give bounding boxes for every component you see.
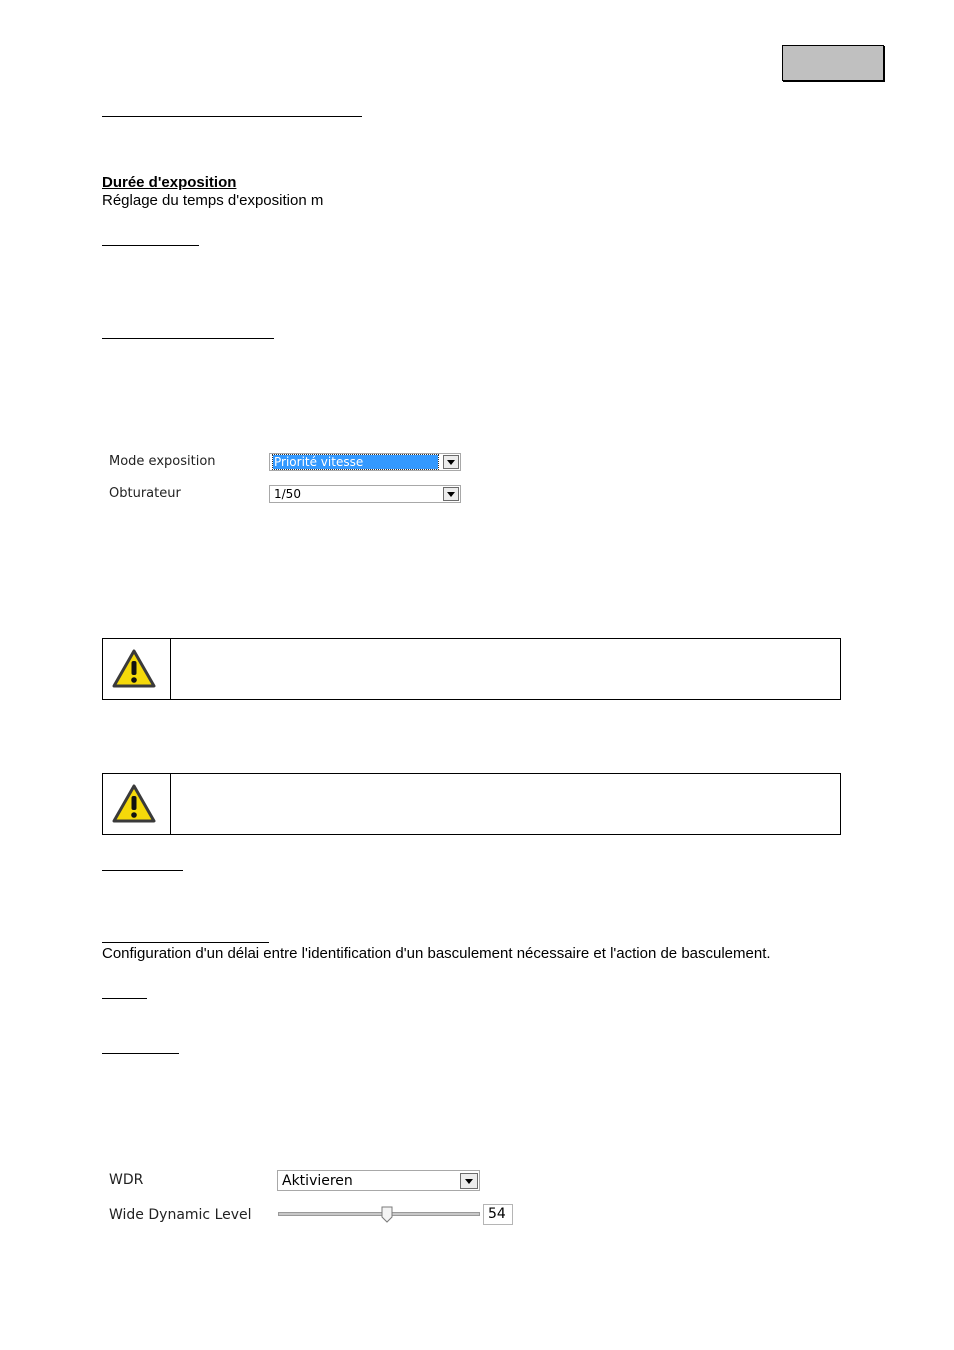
wide-dynamic-level-label: Wide Dynamic Level: [109, 1207, 252, 1223]
exposure-mode-select[interactable]: [269, 453, 461, 471]
warning-triangle-icon: [111, 783, 157, 830]
heading-rule: [102, 1053, 179, 1054]
section-description: Réglage du temps d'exposition m: [102, 192, 324, 209]
wdr-select[interactable]: [277, 1170, 480, 1191]
heading-rule: [102, 245, 199, 246]
chevron-down-icon[interactable]: [460, 1173, 478, 1189]
warning-divider: [170, 639, 171, 699]
shutter-select[interactable]: [269, 485, 461, 503]
slider-track: [278, 1212, 480, 1216]
wdr-value: Aktivieren: [282, 1173, 353, 1189]
warning-divider: [170, 774, 171, 834]
delay-description: Configuration d'un délai entre l'identification d'un basculement nécessaire et l'action de basculement.: [102, 945, 771, 962]
exposure-mode-label: Mode exposition: [109, 454, 216, 469]
heading-rule: [102, 338, 274, 339]
shutter-value: 1/50: [274, 487, 301, 501]
heading-rule: [102, 942, 269, 943]
chevron-down-icon[interactable]: [443, 455, 459, 469]
wide-dynamic-level-slider[interactable]: [278, 1205, 480, 1225]
section-title: Durée d'exposition: [102, 174, 237, 191]
slider-thumb[interactable]: [381, 1206, 393, 1223]
heading-rule: [102, 998, 147, 999]
exposure-mode-value: Priorité vitesse: [273, 455, 438, 469]
heading-rule: [102, 870, 183, 871]
wdr-label: WDR: [109, 1172, 144, 1188]
warning-box: [102, 773, 841, 835]
language-tab: [782, 45, 884, 81]
chevron-down-icon[interactable]: [443, 487, 459, 501]
wide-dynamic-level-value[interactable]: 54: [483, 1204, 513, 1225]
warning-triangle-icon: [111, 648, 157, 695]
warning-box: [102, 638, 841, 700]
shutter-label: Obturateur: [109, 486, 181, 501]
heading-rule: [102, 116, 362, 117]
